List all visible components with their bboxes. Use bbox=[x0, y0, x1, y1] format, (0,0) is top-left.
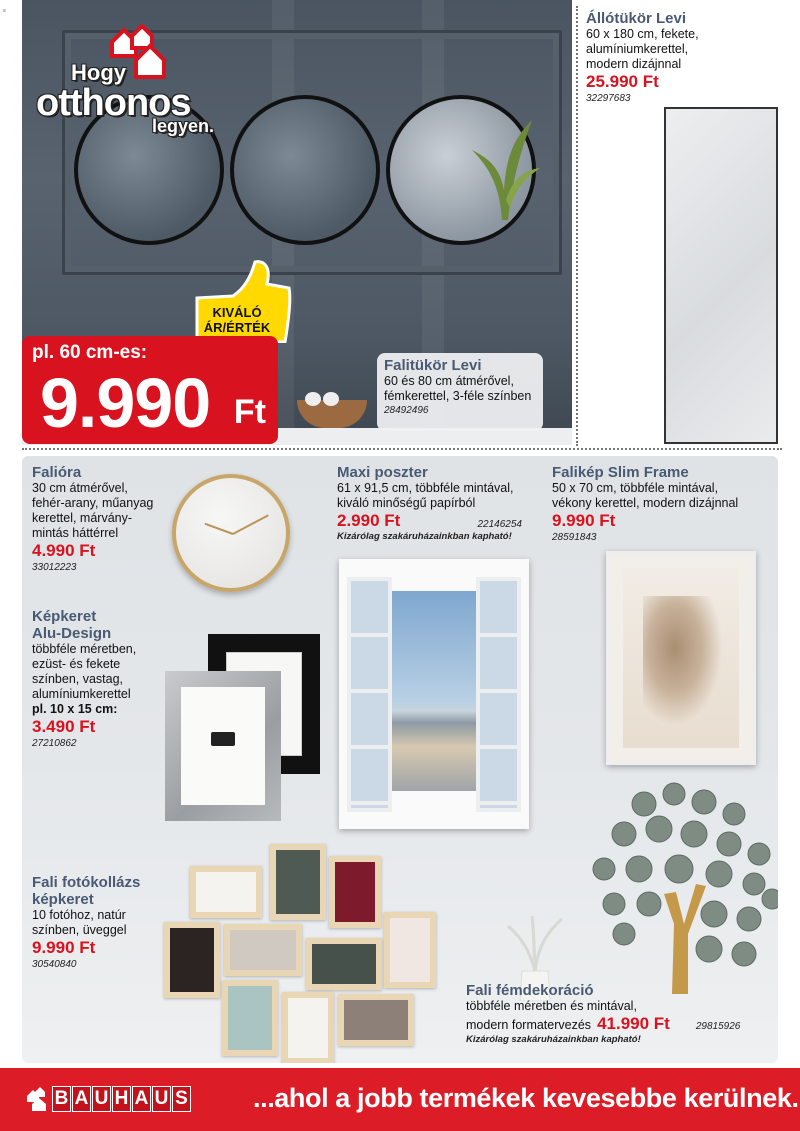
brand-letter: H bbox=[112, 1086, 131, 1112]
bauhaus-logo bbox=[26, 1085, 192, 1113]
brand-letter: U bbox=[152, 1086, 171, 1112]
product-title: képkeret bbox=[32, 891, 94, 908]
egg-decor bbox=[323, 392, 339, 406]
footer-tagline: ...ahol a jobb termékek kevesebbe kerülnek. bbox=[253, 1083, 799, 1113]
slim-frame-picture bbox=[623, 568, 739, 748]
slogan-line-1: Hogy bbox=[71, 60, 126, 85]
poster-window-right bbox=[476, 577, 521, 812]
product-desc: 61 x 91,5 cm, többféle mintával, bbox=[337, 481, 514, 495]
product-title: Fali fotókollázs bbox=[32, 874, 141, 891]
product-desc: fehér-arany, műanyag bbox=[32, 496, 154, 510]
product-desc: ezüst- és fekete bbox=[32, 657, 121, 671]
product-standing-mirror bbox=[586, 10, 786, 105]
brand-letter: S bbox=[172, 1086, 191, 1112]
footer-banner bbox=[0, 1068, 800, 1131]
product-desc: kerettel, márvány- bbox=[32, 511, 133, 525]
hero-price-box bbox=[22, 336, 278, 444]
availability-note: Kizárólag szakáruházainkban kapható! bbox=[466, 1034, 641, 1045]
badge-line-2: ÁR/ÉRTÉK bbox=[203, 320, 271, 335]
product-title: Falitükör Levi bbox=[384, 357, 482, 374]
product-code: 32297683 bbox=[586, 93, 631, 104]
price-amount: 9.990 bbox=[40, 364, 211, 442]
standing-mirror-image bbox=[664, 107, 778, 444]
product-price: 9.990 Ft bbox=[552, 511, 616, 530]
divider-horizontal bbox=[22, 448, 782, 450]
product-desc: többféle méretben és mintával, bbox=[466, 999, 637, 1013]
product-desc: alumíniumkerettel, bbox=[586, 42, 689, 56]
product-desc: alumíniumkerettel bbox=[32, 687, 131, 701]
product-code: 30540840 bbox=[32, 959, 77, 970]
price-lead: pl. 60 cm-es: bbox=[32, 342, 148, 363]
product-alu-frame bbox=[32, 608, 172, 750]
product-code: 27210862 bbox=[32, 738, 77, 749]
poster-window-left bbox=[347, 577, 392, 812]
product-title: Alu-Design bbox=[32, 625, 112, 642]
collage-slot bbox=[190, 866, 262, 918]
price-lead: pl. 10 x 15 cm: bbox=[32, 702, 118, 716]
product-title: Falikép Slim Frame bbox=[552, 464, 689, 481]
product-collage-frame bbox=[32, 874, 172, 971]
product-desc: modern formatervezés bbox=[466, 1018, 592, 1032]
brand-letter: B bbox=[52, 1086, 71, 1112]
collage-slot bbox=[384, 912, 436, 988]
product-code: 29815926 bbox=[695, 1021, 741, 1032]
product-price: 9.990 Ft bbox=[32, 938, 96, 957]
collage-slot bbox=[222, 980, 278, 1056]
poster-sky bbox=[389, 591, 479, 791]
product-maxi-poster bbox=[337, 464, 547, 543]
product-price: 4.990 Ft bbox=[32, 541, 96, 560]
product-title: Falióra bbox=[32, 464, 82, 481]
page-marker: ≡ bbox=[3, 8, 6, 14]
product-metal-decor bbox=[466, 982, 778, 1046]
collage-slot bbox=[224, 924, 302, 976]
product-title: Maxi poszter bbox=[337, 464, 428, 481]
product-code: 28492496 bbox=[384, 405, 429, 416]
slim-frame-image bbox=[606, 551, 756, 765]
product-desc: fémkerettel, 3-féle színben bbox=[384, 389, 532, 403]
product-price: 2.990 Ft bbox=[337, 511, 401, 530]
product-slim-frame bbox=[552, 464, 778, 544]
product-code: 22146254 bbox=[477, 519, 522, 530]
product-price: 25.990 Ft bbox=[586, 72, 659, 91]
slogan-line-3: legyen. bbox=[152, 116, 215, 136]
round-mirror-image bbox=[230, 95, 380, 245]
collage-slot bbox=[282, 992, 334, 1063]
house-logo-icon bbox=[26, 1086, 48, 1112]
product-code: 28591843 bbox=[552, 532, 597, 543]
collage-slot bbox=[329, 856, 381, 928]
availability-note: Kizárólag szakáruházainkban kapható! bbox=[337, 531, 512, 542]
pampas-grass bbox=[643, 596, 723, 726]
collage-slot bbox=[270, 844, 326, 920]
product-title: Fali fémdekoráció bbox=[466, 982, 594, 999]
product-title: Képkeret bbox=[32, 608, 97, 625]
badge-line-1: KIVÁLÓ bbox=[212, 305, 262, 320]
product-desc: 50 x 70 cm, többféle mintával, bbox=[552, 481, 719, 495]
products-section bbox=[22, 456, 778, 1063]
clock-hand bbox=[233, 514, 269, 535]
product-desc: többféle méretben, bbox=[32, 642, 137, 656]
product-desc: 60 és 80 cm átmérővel, bbox=[384, 374, 514, 388]
collage-slot bbox=[164, 922, 220, 998]
slogan-line-2: otthonos bbox=[36, 82, 191, 124]
metal-tree-decor-image bbox=[584, 774, 778, 994]
brand-name bbox=[52, 1086, 192, 1112]
product-price: 41.990 Ft bbox=[597, 1014, 670, 1033]
clock-hand bbox=[204, 523, 233, 535]
product-code: 33012223 bbox=[32, 562, 77, 573]
product-desc: 10 fotóhoz, natúr bbox=[32, 908, 126, 922]
value-badge bbox=[198, 305, 276, 335]
egg-decor bbox=[305, 392, 321, 406]
product-desc: modern dizájnnal bbox=[586, 57, 682, 71]
collage-frame-image bbox=[162, 844, 442, 1063]
poster-image bbox=[339, 559, 529, 829]
plant-image bbox=[462, 110, 542, 220]
product-title: Állótükör Levi bbox=[586, 10, 687, 27]
price-currency: Ft bbox=[233, 393, 266, 431]
brand-letter: A bbox=[132, 1086, 151, 1112]
chair-photo bbox=[211, 732, 235, 746]
product-price: 3.490 Ft bbox=[32, 717, 96, 736]
product-wall-clock bbox=[32, 464, 182, 574]
product-desc: 60 x 180 cm, fekete, bbox=[586, 27, 699, 41]
frame-inner bbox=[181, 687, 265, 805]
product-desc: színben, vastag, bbox=[32, 672, 124, 686]
collage-slot bbox=[306, 938, 382, 990]
divider-vertical bbox=[576, 6, 578, 446]
product-desc: mintás háttérrel bbox=[32, 526, 119, 540]
collage-slot bbox=[338, 994, 414, 1046]
product-callout-wall-mirror bbox=[377, 353, 543, 431]
brand-letter: A bbox=[72, 1086, 91, 1112]
product-desc: 30 cm átmérővel, bbox=[32, 481, 128, 495]
product-desc: vékony kerettel, modern dizájnnal bbox=[552, 496, 739, 510]
silver-frame-image bbox=[165, 671, 281, 821]
product-desc: kiváló minőségű papírból bbox=[337, 496, 476, 510]
product-desc: színben, üveggel bbox=[32, 923, 127, 937]
wall-clock-image bbox=[172, 474, 290, 592]
brand-letter: U bbox=[92, 1086, 111, 1112]
